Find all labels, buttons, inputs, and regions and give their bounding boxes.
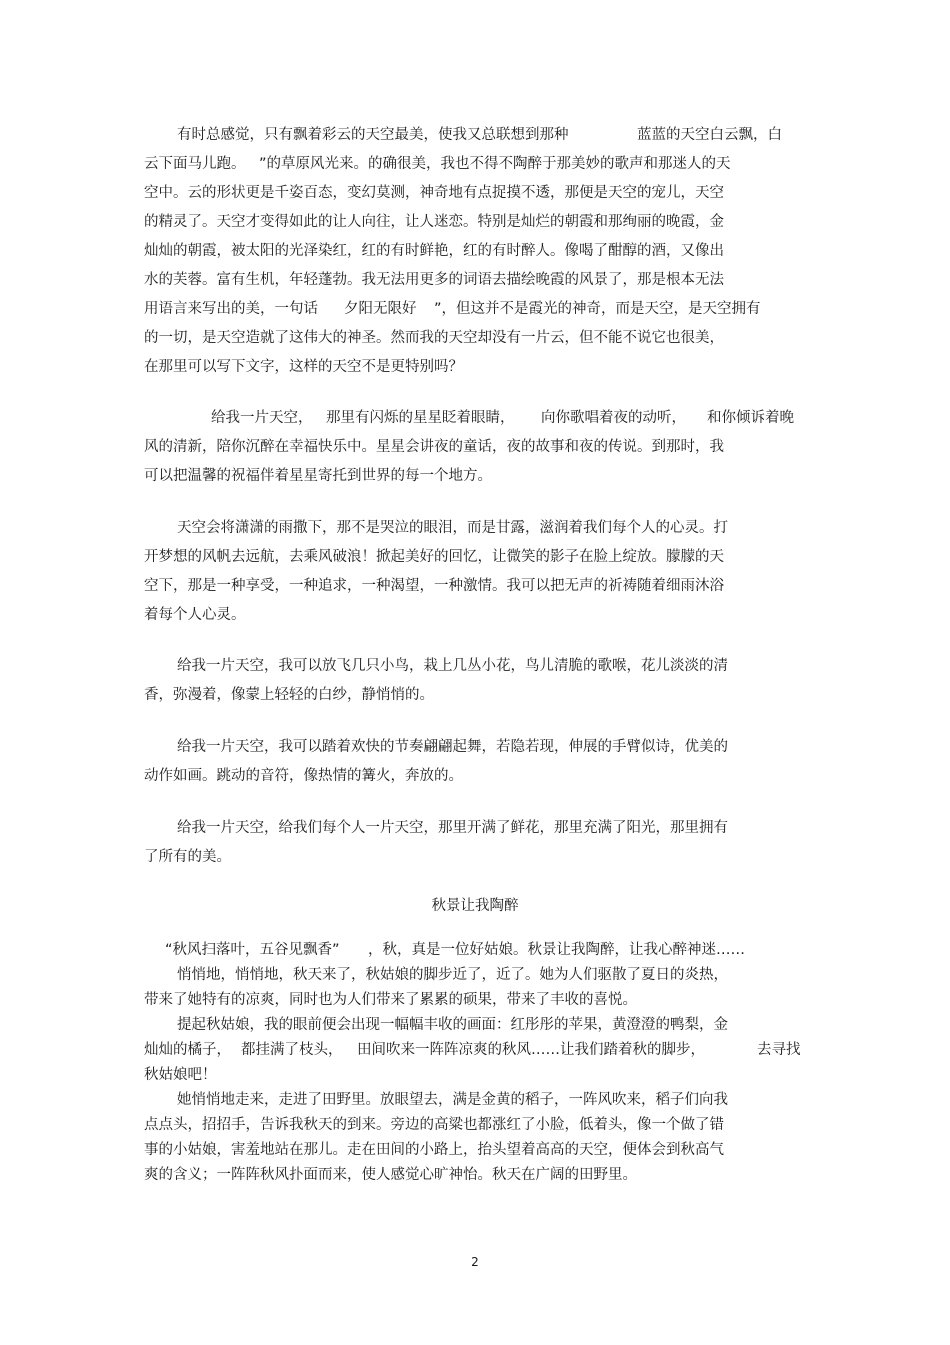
text-line: 的精灵了。天空才变得如此的让人向往，让人迷恋。特别是灿烂的朝霞和那绚丽的晚霞，金 bbox=[144, 214, 724, 230]
text-line: 悄悄地，悄悄地，秋天来了，秋姑娘的脚步近了，近了。她为人们驱散了夏日的炎热， bbox=[177, 967, 728, 983]
text-line: ，秋，真是一位好姑娘。秋景让我陶醉，让我心醉神迷…… bbox=[368, 942, 745, 958]
text-line: 给我一片天空，我可以踏着欢快的节奏翩翩起舞，若隐若现，伸展的手臂似诗，优美的 bbox=[177, 739, 728, 755]
text-line: 秋姑娘吧！ bbox=[144, 1067, 217, 1083]
text-line: ”，但这并不是霞光的神奇，而是天空，是天空拥有 bbox=[434, 301, 761, 317]
text-line: 灿灿的朝霞，被太阳的光泽染红，红的有时鲜艳，红的有时醉人。像喝了酣醇的酒，又像出 bbox=[144, 243, 724, 259]
text-line: 动作如画。跳动的音符，像热情的篝火，奔放的。 bbox=[144, 768, 463, 784]
text-line: 给我一片天空， bbox=[211, 410, 313, 426]
text-line: 的一切，是天空造就了这伟大的神圣。然而我的天空却没有一片云，但不能不说它也很美， bbox=[144, 330, 724, 346]
text-line: 田间吹来一阵阵凉爽的秋风……让我们踏着秋的脚步， bbox=[357, 1042, 705, 1058]
text-line: ”的草原风光来。的确很美，我也不得不陶醉于那美妙的歌声和那迷人的天 bbox=[259, 156, 731, 172]
text-line: 空下，那是一种享受，一种追求，一种渴望，一种激情。我可以把无声的祈祷随着细雨沐浴 bbox=[144, 578, 724, 594]
page-number: 2 bbox=[471, 1255, 479, 1269]
text-line: 给我一片天空，我可以放飞几只小鸟，栽上几丛小花，鸟儿清脆的歌喉，花儿淡淡的清 bbox=[177, 658, 728, 674]
text-line: 可以把温馨的祝福伴着星星寄托到世界的每一个地方。 bbox=[144, 468, 492, 484]
text-line: 爽的含义；一阵阵秋风扑面而来，使人感觉心旷神怡。秋天在广阔的田野里。 bbox=[144, 1167, 637, 1183]
text-line: 事的小姑娘，害羞地站在那儿。走在田间的小路上，抬头望着高高的天空，便体会到秋高气 bbox=[144, 1142, 724, 1158]
text-line: 天空会将潇潇的雨撒下，那不是哭泣的眼泪，而是甘露，滋润着我们每个人的心灵。打 bbox=[177, 520, 728, 536]
text-line: 那里有闪烁的星星眨着眼睛， bbox=[326, 410, 515, 426]
text-line: 去寻找 bbox=[757, 1042, 801, 1058]
text-line: 了所有的美。 bbox=[144, 849, 231, 865]
text-line: 有时总感觉，只有飘着彩云的天空最美，使我又总联想到那种 bbox=[177, 127, 569, 143]
text-line: “秋风扫落叶，五谷见飘香” bbox=[165, 942, 340, 958]
text-line: 给我一片天空，给我们每个人一片天空，那里开满了鲜花，那里充满了阳光，那里拥有 bbox=[177, 820, 728, 836]
text-line: 点点头，招招手，告诉我秋天的到来。旁边的高粱也都涨红了小脸，低着头，像一个做了错 bbox=[144, 1117, 724, 1133]
text-line: 都挂满了枝头， bbox=[241, 1042, 343, 1058]
text-line: 着每个人心灵。 bbox=[144, 607, 246, 623]
text-line: 蓝蓝的天空白云飘，白 bbox=[637, 127, 782, 143]
text-line: 她悄悄地走来，走进了田野里。放眼望去，满是金黄的稻子，一阵风吹来，稻子们向我 bbox=[177, 1092, 728, 1108]
text-line: 风的清新，陪你沉醉在幸福快乐中。星星会讲夜的童话，夜的故事和夜的传说。到那时，我 bbox=[144, 439, 724, 455]
text-line: 开梦想的风帆去远航，去乘风破浪！掀起美好的回忆，让微笑的影子在脸上绽放。朦朦的天 bbox=[144, 549, 724, 565]
text-line: 带来了她特有的凉爽，同时也为人们带来了累累的硕果，带来了丰收的喜悦。 bbox=[144, 992, 637, 1008]
text-line: 云下面马儿跑。 bbox=[144, 156, 246, 172]
text-line: 在那里可以写下文字，这样的天空不是更特别吗？ bbox=[144, 359, 463, 375]
section-title: 秋景让我陶醉 bbox=[431, 898, 519, 914]
text-line: 和你倾诉着晚 bbox=[707, 410, 794, 426]
text-line: 向你歌唱着夜的动听， bbox=[541, 410, 686, 426]
text-line: 灿灿的橘子， bbox=[144, 1042, 231, 1058]
text-line: 用语言来写出的美，一句话 bbox=[144, 301, 318, 317]
text-line: 香，弥漫着，像蒙上轻轻的白纱，静悄悄的。 bbox=[144, 687, 434, 703]
text-line: 夕阳无限好 bbox=[344, 301, 417, 317]
text-line: 提起秋姑娘，我的眼前便会出现一幅幅丰收的画面：红彤彤的苹果，黄澄澄的鸭梨，金 bbox=[177, 1017, 728, 1033]
text-line: 空中。云的形状更是千姿百态，变幻莫测，神奇地有点捉摸不透，那便是天空的宠儿，天空 bbox=[144, 185, 724, 201]
text-line: 水的芙蓉。富有生机，年轻蓬勃。我无法用更多的词语去描绘晚霞的风景了，那是根本无法 bbox=[144, 272, 724, 288]
